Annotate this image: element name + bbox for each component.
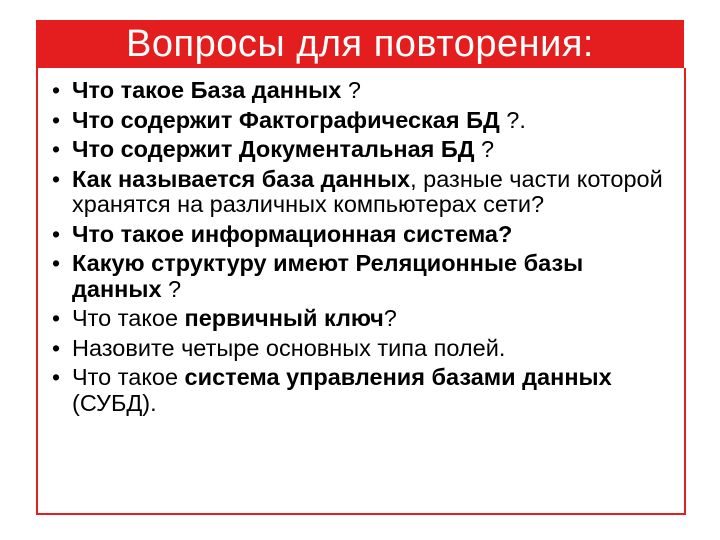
list-item xyxy=(52,78,672,104)
bullet-icon: • xyxy=(52,136,61,162)
text-segment: , разные части которой хранятся на различных компьютерах сети? xyxy=(72,165,663,217)
list-item xyxy=(52,137,672,163)
list-item xyxy=(52,108,672,134)
text-segment: Назовите четыре основных типа полей. xyxy=(72,334,506,361)
bullet-icon: • xyxy=(52,334,61,361)
slide-title: Вопросы для повторения: xyxy=(126,23,594,65)
text-segment: Что такое xyxy=(72,364,185,390)
bullet-icon: • xyxy=(52,77,61,103)
question-text xyxy=(72,306,672,332)
list-item xyxy=(52,251,672,302)
bullet-icon: • xyxy=(52,364,61,390)
bullet-icon: • xyxy=(52,305,61,331)
bold-text-segment: Что такое База данных xyxy=(72,77,342,103)
question-list xyxy=(52,78,672,420)
bullet-icon: • xyxy=(52,106,61,133)
question-text xyxy=(72,336,672,362)
list-item xyxy=(52,222,672,248)
bold-text-segment: первичный ключ xyxy=(184,305,384,331)
list-item xyxy=(52,336,672,362)
bold-text-segment: система управления базами данных xyxy=(184,364,612,390)
text-segment: (СУБД). xyxy=(72,389,157,416)
question-text xyxy=(72,108,672,134)
bold-text-segment: Что такое информационная система? xyxy=(72,220,513,247)
bold-text-segment: Что содержит Документальная БД xyxy=(72,136,475,162)
question-text xyxy=(72,222,672,248)
text-segment: ? xyxy=(341,77,361,103)
title-bar xyxy=(36,20,684,68)
question-text xyxy=(72,365,672,416)
list-item xyxy=(52,365,672,416)
list-item xyxy=(52,167,672,218)
question-text xyxy=(72,251,672,302)
content-frame xyxy=(36,68,686,515)
bold-text-segment: Что содержит Фактографическая БД xyxy=(72,106,500,133)
bullet-icon: • xyxy=(52,220,61,247)
text-segment: ?. xyxy=(499,106,526,133)
text-segment: ? xyxy=(383,305,397,331)
text-segment: ? xyxy=(161,275,182,302)
text-segment: ? xyxy=(474,136,495,162)
bold-text-segment: Как называется база данных xyxy=(72,165,411,192)
bullet-icon: • xyxy=(52,250,61,276)
question-text xyxy=(72,167,672,218)
bullet-icon: • xyxy=(52,165,61,192)
question-text xyxy=(72,137,672,163)
text-segment: Что такое xyxy=(72,305,185,331)
list-item xyxy=(52,306,672,332)
question-text xyxy=(72,78,672,104)
bold-text-segment: Какую структуру имеют Реляционные базы данных xyxy=(72,250,584,302)
